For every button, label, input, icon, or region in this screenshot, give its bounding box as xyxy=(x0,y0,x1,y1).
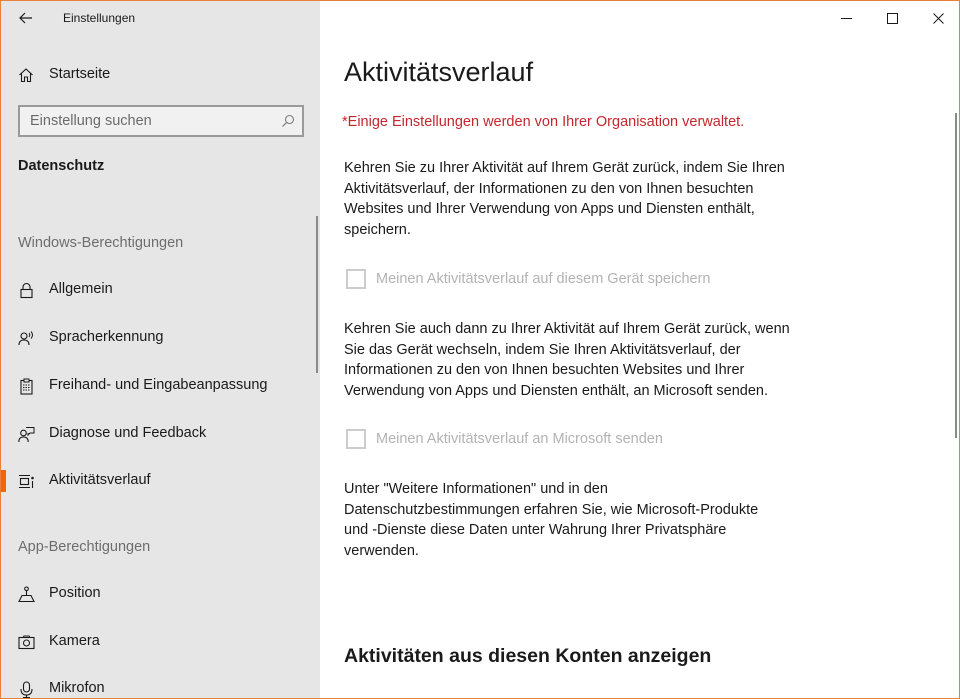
location-icon xyxy=(18,586,35,603)
organization-managed-notice: *Einige Einstellungen werden von Ihrer Organisation verwaltet. xyxy=(342,114,745,130)
selected-indicator xyxy=(1,470,6,492)
sidebar-item-label: Aktivitätsverlauf xyxy=(49,472,151,488)
titlebar-left xyxy=(1,1,320,35)
section-title: Datenschutz xyxy=(18,158,105,174)
checkbox-box[interactable] xyxy=(346,429,366,449)
lock-icon xyxy=(18,282,35,299)
back-button[interactable] xyxy=(15,7,37,29)
search-icon[interactable] xyxy=(281,114,295,128)
sidebar-item-label: Freihand- und Eingabeanpassung xyxy=(49,377,268,393)
arrow-left-icon xyxy=(19,12,33,24)
sidebar xyxy=(1,1,320,699)
checkbox-store-activity-history[interactable] xyxy=(346,267,710,291)
sidebar-item-label: Startseite xyxy=(49,66,111,82)
description-local-history: Kehren Sie zu Ihrer Aktivität auf Ihrem Gerät zurück, indem Sie Ihren Aktivitätsverlauf, der Informationen zu den von Ihnen besuchten Websites und Ihrer Verwendung von Apps und Diensten enthält, speichern. xyxy=(344,160,785,238)
sidebar-scrollbar[interactable] xyxy=(316,216,318,373)
maximize-button[interactable] xyxy=(869,1,915,35)
caption-buttons xyxy=(823,1,960,35)
sidebar-item-label: Diagnose und Feedback xyxy=(49,425,207,441)
search-box[interactable] xyxy=(18,105,304,137)
close-icon xyxy=(933,13,944,24)
checkbox-box[interactable] xyxy=(346,269,366,289)
sidebar-item-label: Kamera xyxy=(49,633,100,649)
sidebar-item-position[interactable] xyxy=(1,575,320,613)
checkbox-label: Meinen Aktivitätsverlauf auf diesem Gerät speichern xyxy=(376,271,711,287)
close-button[interactable] xyxy=(915,1,960,35)
search-input[interactable] xyxy=(20,107,270,135)
sidebar-item-diagnose[interactable] xyxy=(1,415,320,453)
main-content xyxy=(320,1,960,699)
sidebar-item-freihand[interactable] xyxy=(1,367,320,405)
accounts-subheading: Aktivitäten aus diesen Konten anzeigen xyxy=(344,645,712,667)
minimize-icon xyxy=(841,13,852,24)
camera-icon xyxy=(18,634,35,651)
speech-icon xyxy=(18,330,35,347)
sidebar-item-label: Spracherkennung xyxy=(49,329,164,345)
sidebar-item-kamera[interactable] xyxy=(1,623,320,661)
microphone-icon xyxy=(18,681,35,698)
feedback-icon xyxy=(18,426,35,443)
description-send-history: Kehren Sie auch dann zu Ihrer Aktivität auf Ihrem Gerät zurück, wenn Sie das Gerät wechseln, indem Sie Ihren Aktivitätsverlauf, der Informationen zu den von Ihnen besuchten Websites und Ihrer Verwendung von Apps und Diensten enthält, an Microsoft senden. xyxy=(344,321,790,399)
group-heading-windows-permissions: Windows-Berechtigungen xyxy=(18,235,184,251)
maximize-icon xyxy=(887,13,898,24)
sidebar-item-spracherkennung[interactable] xyxy=(1,319,320,357)
app-title: Einstellungen xyxy=(63,11,136,25)
sidebar-item-home[interactable] xyxy=(1,59,320,91)
checkbox-label: Meinen Aktivitätsverlauf an Microsoft senden xyxy=(376,431,663,447)
sidebar-item-label: Position xyxy=(49,585,101,601)
checkbox-send-activity-history[interactable] xyxy=(346,427,663,451)
home-icon xyxy=(18,67,34,83)
sidebar-item-label: Allgemein xyxy=(49,281,113,297)
sidebar-item-allgemein[interactable] xyxy=(1,271,320,309)
sidebar-item-aktivitaetsverlauf[interactable] xyxy=(1,462,320,500)
privacy-info-text: Unter "Weitere Informationen" und in den Datenschutzbestimmungen erfahren Sie, wie Microsoft-Produkte und -Dienste diese Daten unter Wahrung Ihrer Privatsphäre verwenden. xyxy=(344,481,759,559)
group-heading-app-permissions: App-Berechtigungen xyxy=(18,539,151,555)
main-scrollbar[interactable] xyxy=(955,113,957,438)
sidebar-item-label: Mikrofon xyxy=(49,680,105,696)
timeline-icon xyxy=(18,473,35,490)
page-title: Aktivitätsverlauf xyxy=(344,57,534,87)
minimize-button[interactable] xyxy=(823,1,869,35)
sidebar-item-mikrofon[interactable] xyxy=(1,670,320,699)
clipboard-icon xyxy=(18,378,35,395)
